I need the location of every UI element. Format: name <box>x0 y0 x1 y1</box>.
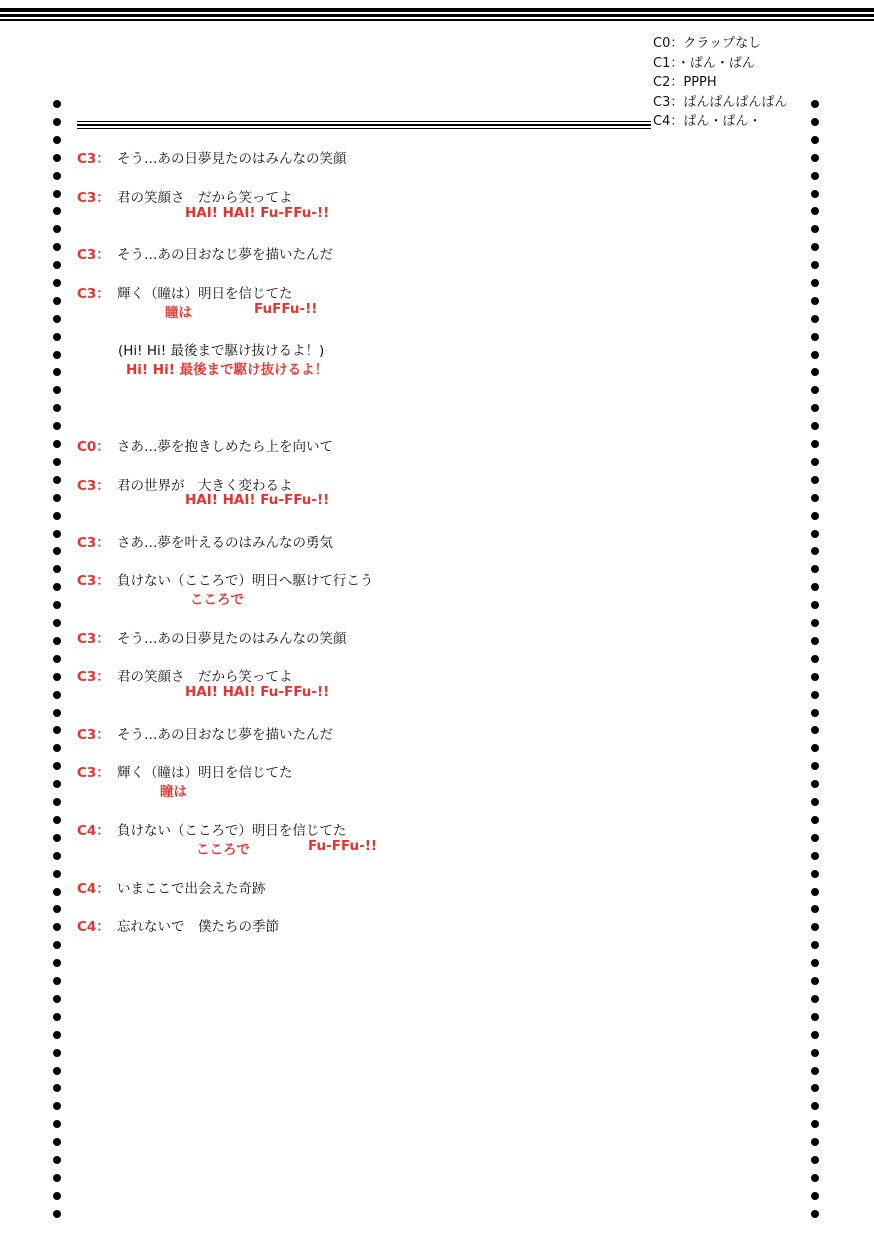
lyric-line <box>77 723 333 743</box>
border-dot <box>811 870 819 878</box>
border-dot <box>53 816 61 824</box>
lyric-text: 君の世界が 大きく変わるよ <box>117 478 293 494</box>
border-dot <box>53 762 61 770</box>
border-dot <box>53 637 61 645</box>
border-dot <box>53 923 61 931</box>
border-dot <box>53 333 61 341</box>
border-dot <box>811 190 819 198</box>
lyric-line <box>77 819 346 839</box>
border-dot <box>53 1084 61 1092</box>
lyric-text: 輝く（瞳は）明日を信じてた <box>117 286 293 302</box>
border-dot <box>53 565 61 573</box>
clap-tag: C3： <box>77 727 110 743</box>
border-dot <box>811 673 819 681</box>
border-dot <box>811 368 819 376</box>
border-dot <box>811 386 819 394</box>
border-dot <box>53 673 61 681</box>
border-dot <box>811 422 819 430</box>
border-dot <box>53 261 61 269</box>
border-dot <box>811 691 819 699</box>
border-dot <box>811 207 819 215</box>
border-dot <box>811 1049 819 1057</box>
border-dot <box>53 905 61 913</box>
border-dot <box>53 1138 61 1146</box>
border-dot <box>53 100 61 108</box>
clap-tag: C4： <box>77 919 110 935</box>
call-text: Hi! Hi! 最後まで駆け抜けるよ！ <box>126 362 329 378</box>
border-dot <box>811 888 819 896</box>
border-dot <box>53 243 61 251</box>
border-dot <box>53 995 61 1003</box>
clap-tag: C3： <box>77 631 110 647</box>
lyric-line <box>77 474 293 494</box>
border-dot <box>53 1174 61 1182</box>
border-dot <box>811 530 819 538</box>
border-dot <box>811 923 819 931</box>
border-dot <box>811 351 819 359</box>
border-dot <box>53 726 61 734</box>
clap-tag: C4： <box>77 881 110 897</box>
border-dot <box>53 619 61 627</box>
border-dot <box>53 297 61 305</box>
top-rule-2 <box>0 14 874 17</box>
border-dot <box>811 225 819 233</box>
clap-tag: C3： <box>77 765 110 781</box>
border-dot <box>53 852 61 860</box>
lyric-text: 忘れないで 僕たちの季節 <box>117 919 279 935</box>
border-dot <box>53 709 61 717</box>
call-text: 瞳は <box>165 305 192 321</box>
border-dot <box>811 780 819 788</box>
border-dot <box>53 351 61 359</box>
lyric-text: さあ…夢を抱きしめたら上を向いて <box>117 439 333 455</box>
call-text: こころで <box>196 842 250 858</box>
header-rule-3 <box>77 128 651 129</box>
border-dot <box>53 404 61 412</box>
border-dot <box>53 422 61 430</box>
clap-tag: C3： <box>77 535 110 551</box>
lyric-line <box>77 435 333 455</box>
border-dot <box>53 530 61 538</box>
border-dot <box>811 798 819 806</box>
border-dot <box>811 977 819 985</box>
clap-tag: C3： <box>77 478 110 494</box>
lyric-line <box>77 531 333 551</box>
call-text: 瞳は <box>160 784 187 800</box>
border-dot <box>53 1192 61 1200</box>
border-dot <box>811 816 819 824</box>
border-dot <box>811 905 819 913</box>
border-dot <box>811 118 819 126</box>
legend-item-c0: C0：クラップなし <box>653 36 762 51</box>
border-dot <box>811 547 819 555</box>
border-dot <box>811 1013 819 1021</box>
lyric-line <box>77 761 293 781</box>
clap-tag: C3： <box>77 573 110 589</box>
border-dot <box>53 780 61 788</box>
clap-tag: C3： <box>77 286 110 302</box>
border-dot <box>53 798 61 806</box>
border-dot <box>811 154 819 162</box>
border-dot <box>53 1031 61 1039</box>
lyric-line <box>77 282 293 302</box>
border-dot <box>811 315 819 323</box>
border-dot <box>53 458 61 466</box>
border-dot <box>811 440 819 448</box>
call-text: HAI! HAI! Fu-FFu-!! <box>185 492 330 508</box>
border-dot <box>811 261 819 269</box>
border-dot <box>811 333 819 341</box>
lyric-line <box>77 915 279 935</box>
border-dot <box>53 136 61 144</box>
border-dot <box>811 852 819 860</box>
lyric-text: そう…あの日夢見たのはみんなの笑顔 <box>117 631 347 647</box>
border-dot <box>53 476 61 484</box>
header-rule-2 <box>77 124 651 126</box>
legend-item-c3: C3：ぱんぱんぱんぱん <box>653 94 788 110</box>
border-dot <box>53 368 61 376</box>
border-dot <box>811 1120 819 1128</box>
border-dot <box>811 279 819 287</box>
border-dot <box>53 547 61 555</box>
border-dot <box>53 834 61 842</box>
lyric-text: 負けない（こころで）明日を信じてた <box>117 823 347 839</box>
border-dot <box>811 709 819 717</box>
legend-item-c4: C4：ぱん・ぱん・ <box>653 114 762 129</box>
lyric-line <box>77 243 333 263</box>
clap-tag: C3： <box>77 247 110 263</box>
border-dot <box>811 476 819 484</box>
border-dot <box>53 1013 61 1021</box>
border-dot <box>53 315 61 323</box>
border-dot <box>53 512 61 520</box>
border-dot <box>53 941 61 949</box>
border-dot <box>53 207 61 215</box>
call-text: FuFFu-!! <box>254 301 318 317</box>
lyric-text: 負けない（こころで）明日へ駆けて行こう <box>117 573 374 589</box>
border-dot <box>811 1174 819 1182</box>
border-dot <box>53 440 61 448</box>
lyric-line <box>77 877 266 897</box>
border-dot <box>53 386 61 394</box>
border-dot <box>811 512 819 520</box>
lyric-text: さあ…夢を叶えるのはみんなの勇気 <box>117 535 333 551</box>
border-dot <box>811 100 819 108</box>
lyric-line <box>77 569 373 589</box>
border-dot <box>53 1049 61 1057</box>
border-dot <box>53 118 61 126</box>
border-dot <box>811 172 819 180</box>
top-rule-3 <box>0 19 874 21</box>
border-dot <box>53 1102 61 1110</box>
border-dot <box>53 959 61 967</box>
border-dot <box>811 565 819 573</box>
border-dot <box>811 726 819 734</box>
clap-tag: C4： <box>77 823 110 839</box>
border-dot <box>811 1084 819 1092</box>
border-dot <box>53 744 61 752</box>
border-dot <box>811 834 819 842</box>
border-dot <box>53 888 61 896</box>
lyric-line <box>77 186 293 206</box>
border-dot <box>811 601 819 609</box>
border-dot <box>53 1210 61 1218</box>
border-dot <box>811 1192 819 1200</box>
border-dot <box>811 494 819 502</box>
border-dot <box>53 494 61 502</box>
border-dot <box>53 172 61 180</box>
border-dot <box>811 1067 819 1075</box>
call-text: こころで <box>190 592 244 608</box>
call-text: HAI! HAI! Fu-FFu-!! <box>185 205 330 221</box>
lyric-text: そう…あの日おなじ夢を描いたんだ <box>117 727 333 743</box>
lyric-text: いまここで出会えた奇跡 <box>117 881 266 897</box>
border-dot <box>811 995 819 1003</box>
border-dot <box>53 1156 61 1164</box>
header-rule-1 <box>77 121 651 122</box>
top-rule-1 <box>0 8 874 12</box>
border-dot <box>53 655 61 663</box>
clap-tag: C3： <box>77 151 110 167</box>
border-dot <box>811 637 819 645</box>
lyric-line <box>77 627 347 647</box>
border-dot <box>811 1102 819 1110</box>
lyric-text: 君の笑顔さ だから笑ってよ <box>117 190 293 206</box>
border-dot <box>811 655 819 663</box>
call-text: HAI! HAI! Fu-FFu-!! <box>185 684 330 700</box>
border-dot <box>53 691 61 699</box>
border-dot <box>53 601 61 609</box>
border-dot <box>811 1156 819 1164</box>
border-dot <box>811 762 819 770</box>
border-dot <box>53 190 61 198</box>
border-dot <box>53 279 61 287</box>
border-dot <box>811 941 819 949</box>
border-dot <box>53 225 61 233</box>
lyric-text: 輝く（瞳は）明日を信じてた <box>117 765 293 781</box>
border-dot <box>811 619 819 627</box>
border-dot <box>811 959 819 967</box>
border-dot <box>811 583 819 591</box>
border-dot <box>53 977 61 985</box>
border-dot <box>53 870 61 878</box>
border-dot <box>811 136 819 144</box>
call-text: Fu-FFu-!! <box>308 838 378 854</box>
lyric-text: そう…あの日夢見たのはみんなの笑顔 <box>117 151 347 167</box>
border-dot <box>811 297 819 305</box>
clap-tag: C0： <box>77 439 110 455</box>
lyric-line <box>77 665 293 685</box>
border-dot <box>811 1031 819 1039</box>
clap-tag: C3： <box>77 669 110 685</box>
border-dot <box>811 404 819 412</box>
border-dot <box>53 1067 61 1075</box>
legend-item-c1: C1：・ぱん・ぱん <box>653 55 755 71</box>
border-dot <box>811 1210 819 1218</box>
border-dot <box>53 583 61 591</box>
lyric-line <box>77 147 347 167</box>
border-dot <box>811 744 819 752</box>
legend-item-c2: C2：PPPH <box>653 75 717 90</box>
border-dot <box>53 154 61 162</box>
clap-tag: C3： <box>77 190 110 206</box>
clap-legend <box>653 34 791 132</box>
lyric-text: 君の笑顔さ だから笑ってよ <box>117 669 293 685</box>
border-dot <box>811 1138 819 1146</box>
border-dot <box>53 1120 61 1128</box>
border-dot <box>811 243 819 251</box>
lyric-text: そう…あの日おなじ夢を描いたんだ <box>117 247 333 263</box>
call-note: (Hi! Hi! 最後まで駆け抜けるよ！) <box>118 343 325 359</box>
border-dot <box>811 458 819 466</box>
